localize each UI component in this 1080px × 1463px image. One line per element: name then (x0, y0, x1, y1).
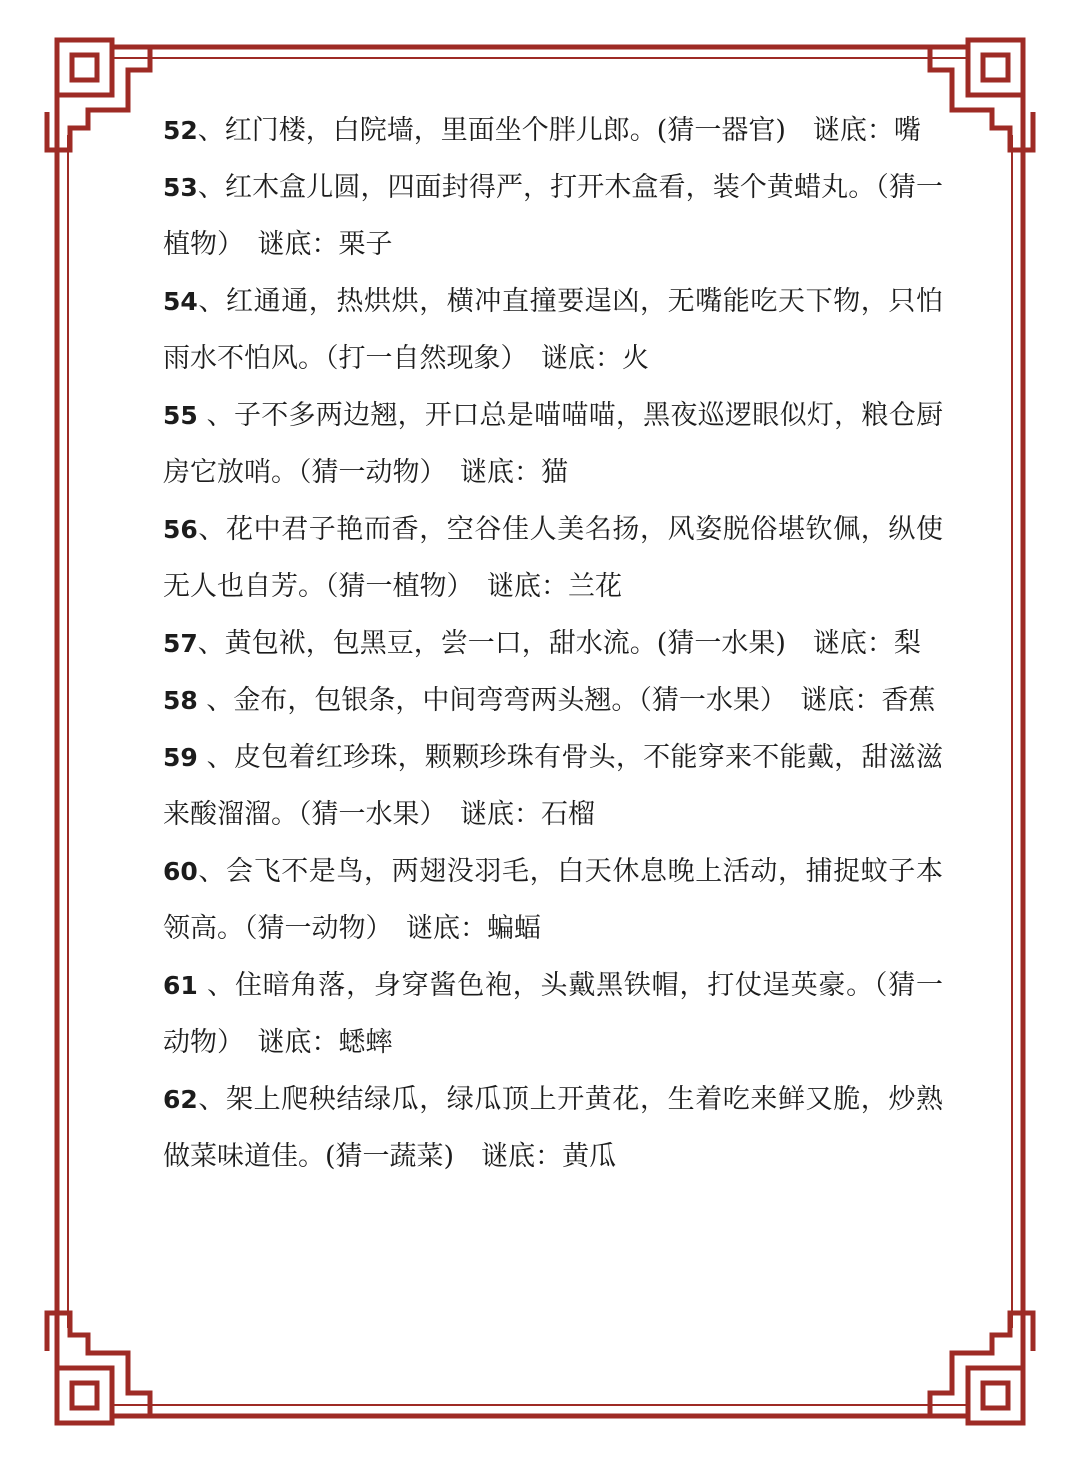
riddle-text: 、住暗角落，身穿酱色袍，头戴黑铁帽，打仗逞英豪。（猜一动物） 谜底：蟋蟀 (163, 970, 943, 1058)
corner-ornament-top-left (47, 40, 150, 150)
riddle-number: 53 (163, 173, 198, 202)
riddle-number: 59 (163, 743, 198, 772)
riddle-text: 、黄包袱，包黑豆，尝一口，甜水流。(猜一水果) 谜底：梨 (197, 628, 921, 659)
riddle-item (163, 729, 943, 843)
riddle-number: 54 (163, 287, 198, 316)
corner-ornament-bottom-left (47, 1313, 150, 1423)
riddle-list (163, 102, 943, 1185)
corner-ornament-top-right (930, 40, 1033, 150)
riddle-number: 55 (163, 401, 198, 430)
riddle-text: 、红木盒儿圆，四面封得严，打开木盒看，装个黄蜡丸。（猜一植物） 谜底：栗子 (163, 172, 943, 260)
riddle-text: 、金布，包银条，中间弯弯两头翘。（猜一水果） 谜底：香蕉 (197, 685, 936, 716)
riddle-item (163, 273, 943, 387)
riddle-item (163, 1071, 943, 1185)
riddle-number: 61 (163, 971, 198, 1000)
riddle-item (163, 501, 943, 615)
riddle-item (163, 843, 943, 957)
riddle-text: 、架上爬秧结绿瓜，绿瓜顶上开黄花，生着吃来鲜又脆，炒熟做菜味道佳。(猜一蔬菜) 谜底：黄瓜 (163, 1084, 943, 1172)
riddle-number: 58 (163, 686, 198, 715)
riddle-number: 60 (163, 857, 198, 886)
riddle-text: 、皮包着红珍珠，颗颗珍珠有骨头，不能穿来不能戴，甜滋滋来酸溜溜。（猜一水果） 谜底：石榴 (163, 742, 943, 830)
riddle-item (163, 159, 943, 273)
riddle-text: 、红门楼，白院墙，里面坐个胖儿郎。(猜一器官) 谜底：嘴 (197, 115, 921, 146)
riddle-number: 57 (163, 629, 198, 658)
riddle-number: 56 (163, 515, 198, 544)
riddle-number: 62 (163, 1085, 198, 1114)
riddle-item (163, 957, 943, 1071)
riddle-item (163, 615, 943, 672)
riddle-number: 52 (163, 116, 198, 145)
riddle-text: 、会飞不是鸟，两翅没羽毛，白天休息晚上活动，捕捉蚊子本领高。（猜一动物） 谜底：蝙蝠 (163, 856, 943, 944)
riddle-text: 、花中君子艳而香，空谷佳人美名扬，风姿脱俗堪钦佩，纵使无人也自芳。（猜一植物） 谜底：兰花 (163, 514, 943, 602)
riddle-item (163, 672, 943, 729)
riddle-item (163, 102, 943, 159)
riddle-text: 、红通通，热烘烘，横冲直撞要逞凶，无嘴能吃天下物，只怕雨水不怕风。（打一自然现象） 谜底：火 (163, 286, 943, 374)
riddle-text: 、子不多两边翘，开口总是喵喵喵，黑夜巡逻眼似灯，粮仓厨房它放哨。（猜一动物） 谜底：猫 (163, 400, 943, 488)
riddle-item (163, 387, 943, 501)
corner-ornament-bottom-right (930, 1313, 1033, 1423)
